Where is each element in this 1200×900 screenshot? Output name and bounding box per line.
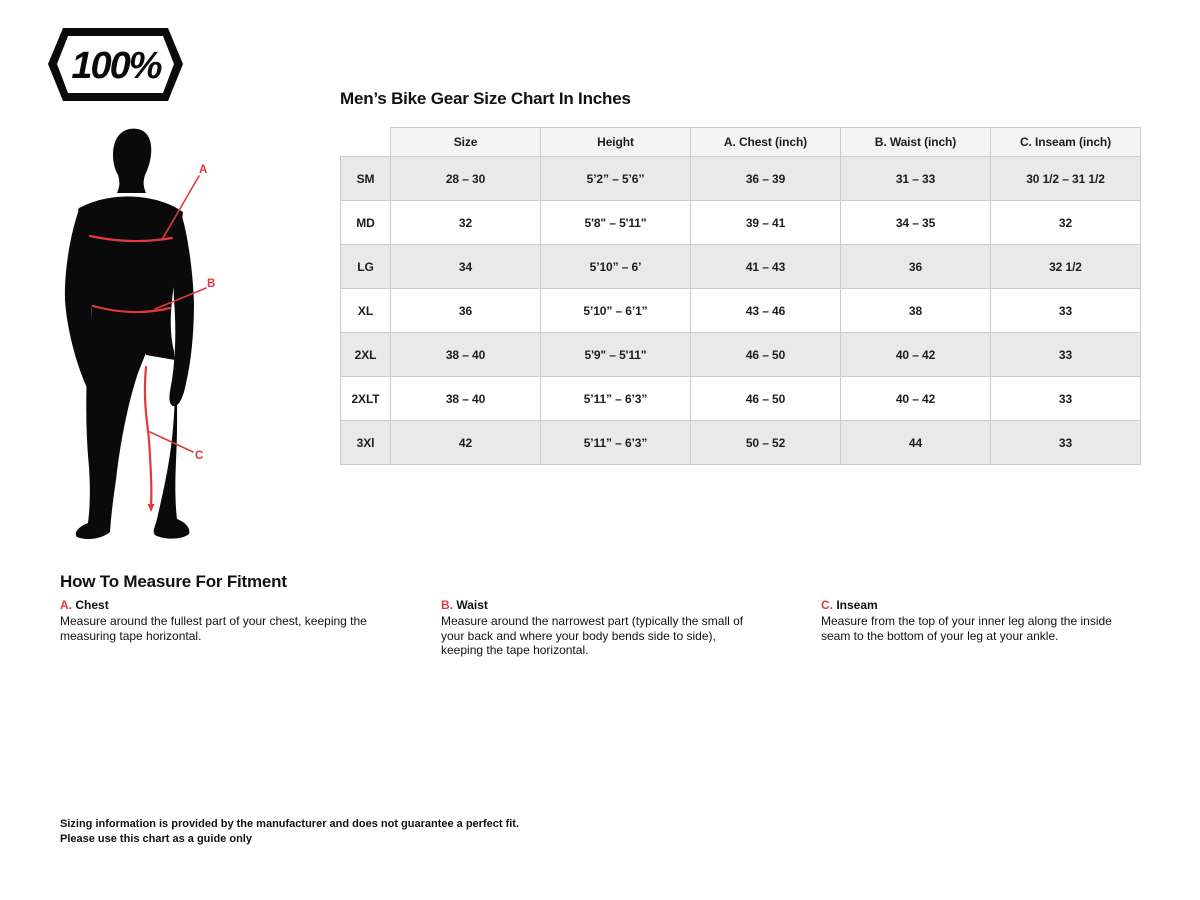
silhouette [65,129,194,539]
brand-logo-100-percent [48,28,183,101]
cell-chest: 39 – 41 [691,201,841,245]
measure-item-title [821,598,1131,612]
label-c: C [195,450,204,462]
cell-inseam: 33 [991,377,1141,421]
measure-section-heading: How To Measure For Fitment [60,572,287,591]
column-header-inseam: C. Inseam (inch) [991,128,1141,157]
row-label: SM [341,157,391,201]
label-a: A [199,164,208,176]
cell-waist: 36 [841,245,991,289]
cell-chest: 46 – 50 [691,377,841,421]
cell-chest: 41 – 43 [691,245,841,289]
cell-inseam: 30 1/2 – 31 1/2 [991,157,1141,201]
measure-item-name: Waist [456,598,488,612]
inseam-measure-line [145,367,151,505]
measure-item-description: Measure from the top of your inner leg along the inside seam to the bottom of your leg at your ankle. [821,614,1112,643]
cell-size: 42 [391,421,541,465]
table-row-md [341,201,1141,245]
table-row-sm [341,157,1141,201]
cell-waist: 44 [841,421,991,465]
cell-chest: 50 – 52 [691,421,841,465]
row-label: MD [341,201,391,245]
row-label: 2XL [341,333,391,377]
cell-inseam: 33 [991,421,1141,465]
measure-item-letter: C. [821,598,833,612]
cell-height: 5'8" – 5'11" [541,201,691,245]
measure-item-title [441,598,756,612]
disclaimer-line-1: Sizing information is provided by the manufacturer and does not guarantee a perfect fit. [60,818,520,830]
measure-item-title [60,598,410,612]
cell-chest: 46 – 50 [691,333,841,377]
cell-inseam: 33 [991,289,1141,333]
column-header-height: Height [541,128,691,157]
cell-size: 28 – 30 [391,157,541,201]
cell-waist: 31 – 33 [841,157,991,201]
logo-text: 100% [71,45,161,87]
cell-inseam: 32 1/2 [991,245,1141,289]
table-corner-cell [341,128,391,157]
cell-waist: 34 – 35 [841,201,991,245]
cell-size: 36 [391,289,541,333]
cell-waist: 40 – 42 [841,377,991,421]
cell-height: 5’11” – 6’3” [541,377,691,421]
cell-waist: 38 [841,289,991,333]
measure-item-letter: B. [441,598,453,612]
sizing-disclaimer [60,817,519,847]
cell-size: 32 [391,201,541,245]
male-silhouette-figure [58,125,238,545]
measure-item-name: Inseam [836,598,878,612]
cell-size: 38 – 40 [391,333,541,377]
row-label: XL [341,289,391,333]
cell-inseam: 32 [991,201,1141,245]
table-header-row [341,128,1141,157]
table-row-xl [341,289,1141,333]
label-b: B [207,278,216,290]
row-label: 3Xl [341,421,391,465]
cell-inseam: 33 [991,333,1141,377]
measurement-labels [195,164,215,462]
measure-item-description: Measure around the narrowest part (typically the small of your back and where your body bends side to side), keeping the tape horizontal. [441,614,744,658]
measure-item-description: Measure around the fullest part of your chest, keeping the measuring tape horizontal. [60,614,367,643]
cell-height: 5’2” – 5’6’’ [541,157,691,201]
measure-item-name: Chest [75,598,109,612]
cell-chest: 43 – 46 [691,289,841,333]
cell-height: 5’11” – 6’3” [541,421,691,465]
cell-size: 34 [391,245,541,289]
row-label: 2XLT [341,377,391,421]
table-row-2xlt [341,377,1141,421]
inseam-arrowhead [148,504,155,512]
column-header-size: Size [391,128,541,157]
cell-size: 38 – 40 [391,377,541,421]
measure-item-waist [441,598,756,658]
measure-item-inseam [821,598,1131,643]
cell-height: 5’10” – 6’ [541,245,691,289]
column-header-chest: A. Chest (inch) [691,128,841,157]
cell-waist: 40 – 42 [841,333,991,377]
page-title: Men’s Bike Gear Size Chart In Inches [340,89,631,108]
table-row-lg [341,245,1141,289]
disclaimer-line-2: Please use this chart as a guide only [60,832,252,845]
cell-height: 5’10” – 6’1” [541,289,691,333]
measure-item-letter: A. [60,598,72,612]
column-header-waist: B. Waist (inch) [841,128,991,157]
measure-item-chest [60,598,410,643]
table-row-2xl [341,333,1141,377]
row-label: LG [341,245,391,289]
cell-chest: 36 – 39 [691,157,841,201]
table-row-3xl [341,421,1141,465]
cell-height: 5'9" – 5'11" [541,333,691,377]
size-chart-table [340,127,1141,465]
